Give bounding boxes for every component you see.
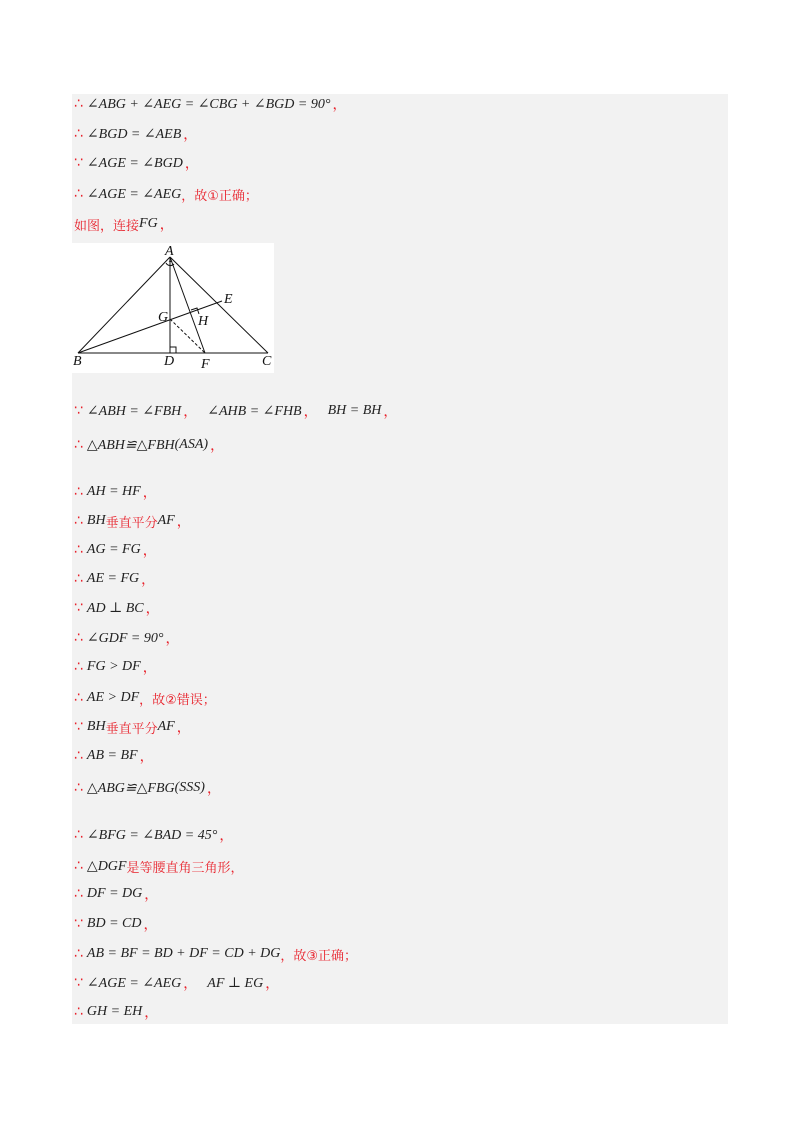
- label-H: H: [198, 314, 209, 329]
- math-expression: △DGF: [86, 858, 127, 874]
- label-F: F: [201, 357, 210, 372]
- label-G: G: [158, 310, 169, 325]
- math-expression: AG = FG: [86, 542, 141, 557]
- proof-step-7: [74, 433, 224, 457]
- step-text: ，: [183, 976, 198, 992]
- math-expression-3: BH = BH: [327, 403, 382, 418]
- step-text: 垂直平分: [105, 721, 158, 737]
- step-text: ，: [206, 781, 221, 797]
- step-text: ，: [165, 631, 180, 647]
- therefore-symbol: ∴: [74, 827, 83, 843]
- step-text: ，: [159, 217, 174, 233]
- proof-step-14: [74, 655, 157, 679]
- step-text: ，: [142, 543, 157, 559]
- step-conclusion: ，故①正确；: [181, 188, 258, 204]
- therefore-symbol: ∴: [74, 542, 83, 558]
- math-expression: ∠BGD = ∠AEB: [86, 126, 182, 142]
- math-expression: AE > DF: [86, 690, 140, 705]
- step-text: ，: [183, 404, 198, 420]
- step-text: ，: [183, 127, 198, 143]
- congruence-rule: (ASA): [174, 437, 209, 452]
- proof-step-20: [74, 854, 243, 878]
- step-text: ，: [210, 438, 225, 454]
- therefore-symbol: ∴: [74, 630, 83, 646]
- math-expression: FG > DF: [86, 659, 141, 674]
- step-text: ，: [144, 1005, 159, 1021]
- therefore-symbol: ∴: [74, 886, 83, 902]
- math-expression: △ABG≌△FBG: [86, 780, 175, 796]
- proof-step-21: [74, 882, 158, 906]
- proof-step-13: [74, 626, 179, 650]
- therefore-symbol: ∴: [74, 780, 83, 796]
- label-B: B: [73, 354, 82, 369]
- therefore-symbol: ∴: [74, 126, 83, 142]
- because-symbol: ∵: [74, 600, 83, 616]
- math-expression: ∠GDF = 90°: [86, 630, 164, 646]
- proof-step-1: [74, 92, 346, 116]
- math-expression: DF = DG: [86, 886, 143, 901]
- math-expression-2: ∠AHB = ∠FHB: [207, 403, 302, 419]
- step-text: ，: [145, 601, 160, 617]
- therefore-symbol: ∴: [74, 858, 83, 874]
- therefore-symbol: ∴: [74, 1004, 83, 1020]
- triangle-diagram: [72, 243, 274, 373]
- label-D: D: [164, 354, 175, 369]
- therefore-symbol: ∴: [74, 437, 83, 453]
- right-angle-D: [170, 347, 176, 353]
- therefore-symbol: ∴: [74, 946, 83, 962]
- math-expression: ∠ABG + ∠AEG = ∠CBG + ∠BGD = 90°: [86, 96, 331, 112]
- math-expression: BH: [86, 513, 106, 528]
- proof-step-22: [74, 912, 157, 936]
- step-text: ，: [332, 97, 347, 113]
- proof-step-23: [74, 942, 357, 966]
- proof-step-16: [74, 715, 191, 739]
- therefore-symbol: ∴: [74, 748, 83, 764]
- math-expression-2: AF ⊥ EG: [207, 975, 264, 991]
- step-text: ，: [142, 660, 157, 676]
- therefore-symbol: ∴: [74, 513, 83, 529]
- therefore-symbol: ∴: [74, 659, 83, 675]
- math-expression: ∠BFG = ∠BAD = 45°: [86, 827, 218, 843]
- math-expression: AD ⊥ BC: [86, 600, 144, 616]
- proof-step-5: [74, 212, 174, 236]
- step-conclusion: ，故②错误；: [139, 692, 216, 708]
- proof-step-3: [74, 151, 199, 175]
- segment-AF: [170, 257, 205, 353]
- math-expression-2: AF: [157, 719, 175, 734]
- math-expression: AH = HF: [86, 484, 141, 499]
- label-A: A: [165, 244, 174, 259]
- math-expression: GH = EH: [86, 1004, 143, 1019]
- step-text: ，: [144, 887, 159, 903]
- because-symbol: ∵: [74, 155, 83, 171]
- geometry-figure: [72, 243, 274, 373]
- because-symbol: ∵: [74, 975, 83, 991]
- label-C: C: [262, 354, 272, 369]
- step-text: 垂直平分: [105, 515, 158, 531]
- because-symbol: ∵: [74, 719, 83, 735]
- proof-step-6: [74, 399, 397, 423]
- congruence-rule: (SSS): [174, 780, 205, 795]
- therefore-symbol: ∴: [74, 484, 83, 500]
- segment-AC: [170, 257, 268, 353]
- math-expression: AB = BF = BD + DF = CD + DG: [86, 946, 281, 961]
- proof-step-11: [74, 567, 155, 591]
- math-expression: ∠AGE = ∠BGD: [86, 155, 183, 171]
- math-expression: ∠AGE = ∠AEG: [86, 186, 182, 202]
- because-symbol: ∵: [74, 403, 83, 419]
- step-text-2: ，: [303, 404, 318, 420]
- math-expression: AE = FG: [86, 571, 140, 586]
- step-text-2: ，: [265, 976, 280, 992]
- math-expression: BD = CD: [86, 916, 142, 931]
- math-expression: FG: [139, 216, 158, 231]
- proof-step-4: [74, 182, 258, 206]
- proof-step-9: [74, 509, 191, 533]
- proof-step-18: [74, 776, 221, 800]
- proof-step-19: [74, 823, 233, 847]
- step-text: ，: [143, 917, 158, 933]
- math-expression-2: AF: [157, 513, 175, 528]
- segment-AB: [78, 257, 170, 353]
- math-expression: ∠AGE = ∠AEG: [86, 975, 182, 991]
- step-text-2: ，: [176, 720, 191, 736]
- math-expression: AB = BF: [86, 748, 138, 763]
- therefore-symbol: ∴: [74, 571, 83, 587]
- step-text: ，: [141, 572, 156, 588]
- therefore-symbol: ∴: [74, 690, 83, 706]
- therefore-symbol: ∴: [74, 96, 83, 112]
- step-text: ，: [142, 485, 157, 501]
- proof-step-8: [74, 480, 157, 504]
- proof-step-24: [74, 971, 279, 995]
- proof-step-12: [74, 596, 160, 620]
- proof-step-10: [74, 538, 157, 562]
- proof-step-15: [74, 686, 216, 710]
- step-text-2: ，: [176, 514, 191, 530]
- step-text: ，: [184, 156, 199, 172]
- therefore-symbol: ∴: [74, 186, 83, 202]
- step-conclusion: ，故③正确；: [280, 948, 358, 964]
- because-symbol: ∵: [74, 916, 83, 932]
- step-text: ，: [219, 828, 234, 844]
- math-expression: BH: [86, 719, 106, 734]
- step-text-3: ，: [383, 404, 398, 420]
- step-text: ，: [139, 749, 154, 765]
- step-conclusion: 是等腰直角三角形，: [126, 860, 244, 876]
- proof-step-2: [74, 122, 197, 146]
- label-E: E: [224, 292, 233, 307]
- math-expression: ∠ABH = ∠FBH: [86, 403, 182, 419]
- math-expression: △ABH≌△FBH: [86, 437, 175, 453]
- proof-step-17: [74, 744, 154, 768]
- proof-step-25: [74, 1000, 158, 1024]
- step-text: 如图，连接: [74, 218, 140, 234]
